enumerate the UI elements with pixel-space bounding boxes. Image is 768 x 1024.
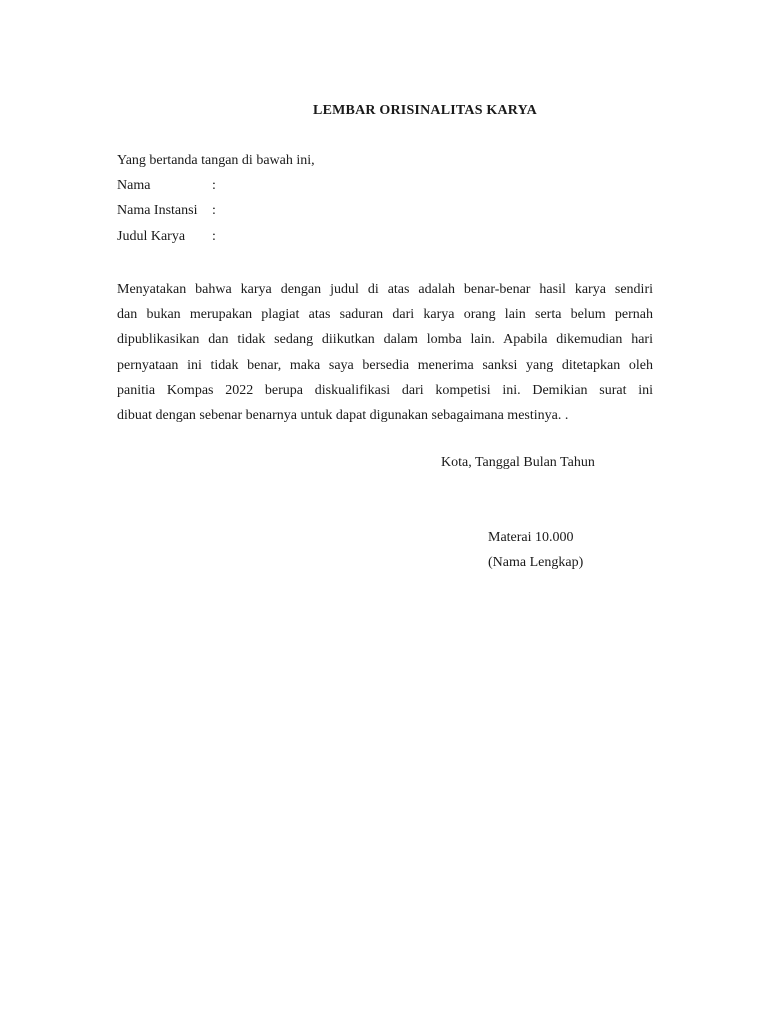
statement-line: pernyataan ini tidak benar, maka saya bersedia menerima sanksi yang ditetapkan oleh: [117, 357, 653, 373]
intro-text: Yang bertanda tangan di bawah ini,: [117, 153, 315, 168]
statement-line: panitia Kompas 2022 berupa diskualifikasi dari kompetisi ini. Demikian surat ini: [117, 382, 653, 398]
field-separator: :: [212, 203, 216, 218]
field-label-nama: Nama: [117, 178, 151, 193]
field-separator: :: [212, 178, 216, 193]
field-label-judul-karya: Judul Karya: [117, 229, 186, 244]
statement-line: dan bukan merupakan plagiat atas saduran dari karya orang lain serta belum pernah: [117, 307, 653, 323]
document-title: LEMBAR ORISINALITAS KARYA: [313, 103, 537, 118]
field-separator: :: [212, 229, 216, 244]
statement-line: Menyatakan bahwa karya dengan judul di atas adalah benar-benar hasil karya sendiri: [117, 282, 653, 297]
place-date: Kota, Tanggal Bulan Tahun: [441, 455, 595, 470]
statement-paragraph: [117, 277, 653, 428]
field-label-nama-instansi: Nama Instansi: [117, 203, 198, 218]
stamp-duty-note: Materai 10.000: [488, 530, 574, 545]
signer-name: (Nama Lengkap): [488, 555, 584, 570]
statement-line: dipublikasikan dan tidak sedang diikutkan dalam lomba lain. Apabila dikemudian hari: [117, 332, 653, 348]
statement-line: dibuat dengan sebenar benarnya untuk dapat digunakan sebagaimana mestinya. .: [117, 408, 569, 424]
